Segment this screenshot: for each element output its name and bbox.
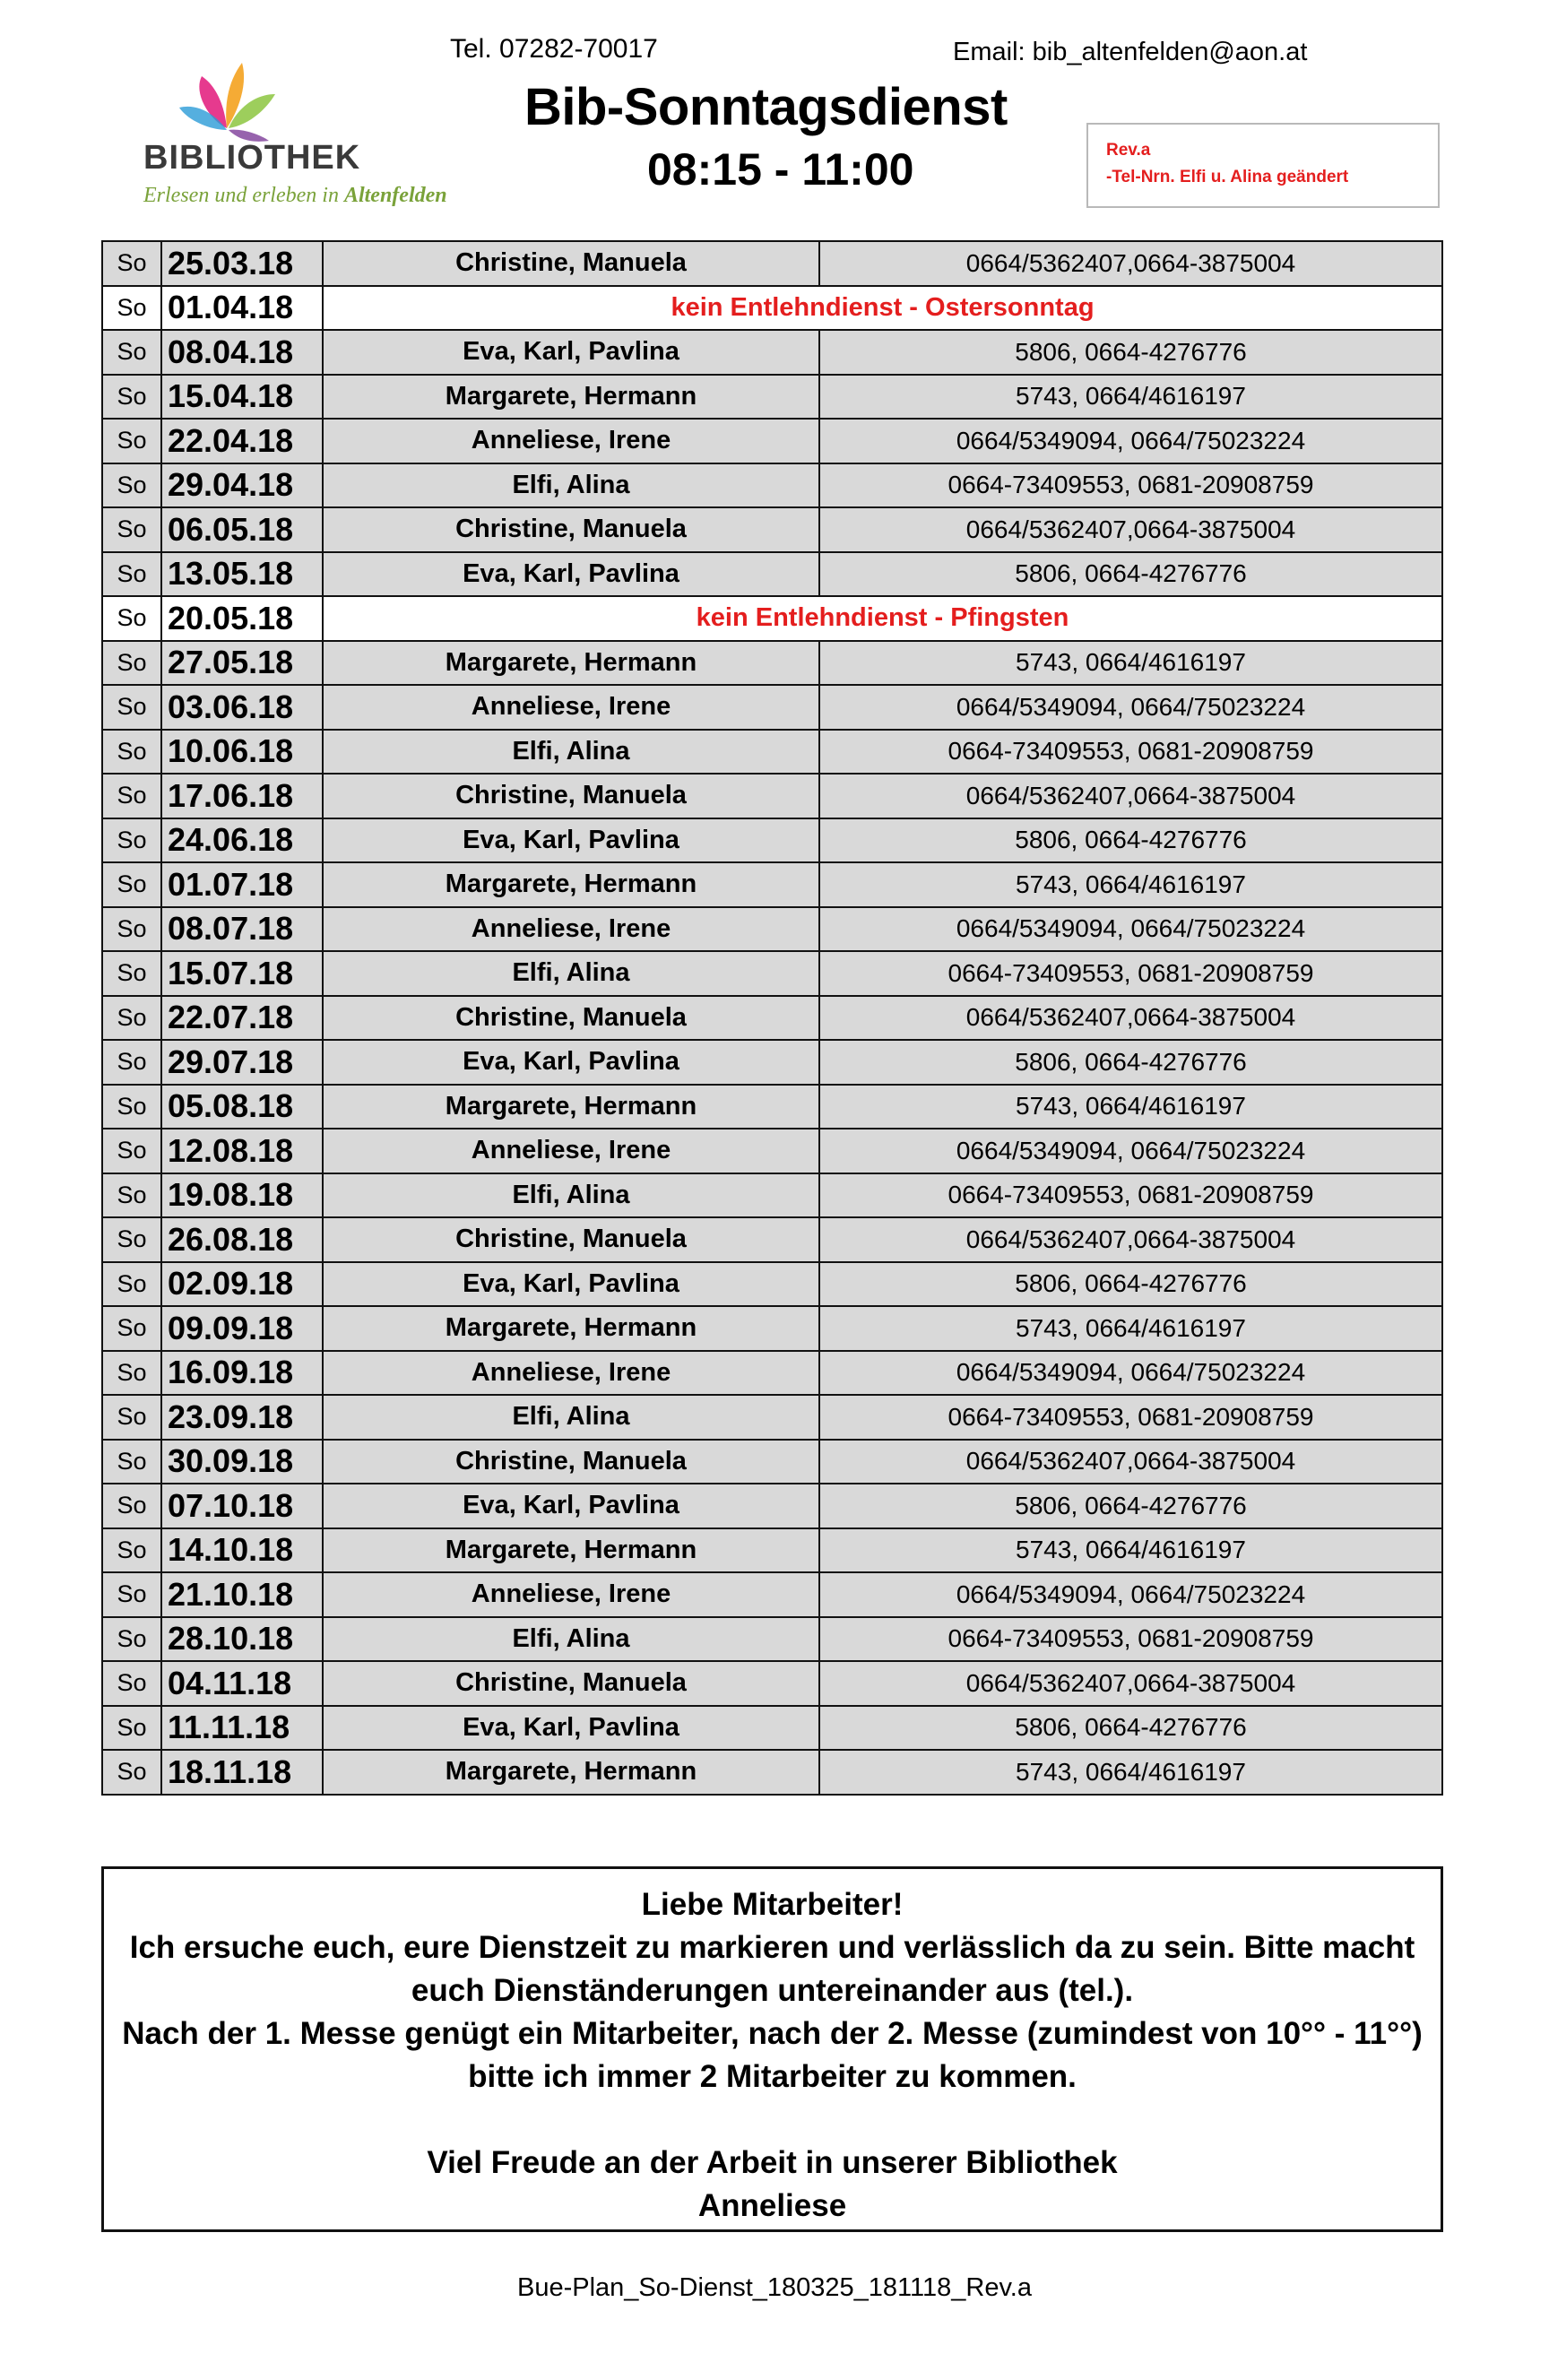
date-cell: 08.07.18 [161,907,323,952]
day-cell: So [102,1617,161,1662]
date-cell: 15.07.18 [161,951,323,996]
message-line: Anneliese [697,2188,847,2223]
staff-names-cell: Anneliese, Irene [323,419,819,463]
staff-names-cell: Anneliese, Irene [323,685,819,730]
day-cell: So [102,818,161,863]
phone-numbers-cell: 0664/5362407,0664-3875004 [819,507,1442,552]
day-cell: So [102,1440,161,1484]
phone-numbers-cell: 0664/5362407,0664-3875004 [819,774,1442,818]
date-cell: 17.06.18 [161,774,323,818]
date-cell: 26.08.18 [161,1217,323,1262]
phone-numbers-cell: 5743, 0664/4616197 [819,1085,1442,1129]
staff-names-cell: Elfi, Alina [323,1173,819,1218]
table-row [102,685,1442,730]
table-row [102,241,1442,286]
table-row [102,507,1442,552]
date-cell: 09.09.18 [161,1306,323,1351]
day-cell: So [102,1306,161,1351]
staff-names-cell: Christine, Manuela [323,241,819,286]
phone-numbers-cell: 0664-73409553, 0681-20908759 [819,463,1442,508]
day-cell: So [102,1661,161,1706]
phone-numbers-cell: 5806, 0664-4276776 [819,552,1442,597]
day-cell: So [102,419,161,463]
staff-names-cell: Eva, Karl, Pavlina [323,1706,819,1751]
staff-names-cell: Margarete, Hermann [323,375,819,420]
date-cell: 03.06.18 [161,685,323,730]
table-row [102,1351,1442,1396]
day-cell: So [102,1085,161,1129]
table-row [102,1750,1442,1795]
date-cell: 04.11.18 [161,1661,323,1706]
date-cell: 18.11.18 [161,1750,323,1795]
phone-numbers-cell: 0664/5362407,0664-3875004 [819,1217,1442,1262]
logo-wordmark: BIBLIOTHEK [143,139,361,177]
date-cell: 19.08.18 [161,1173,323,1218]
table-row [102,862,1442,907]
phone-numbers-cell: 0664/5362407,0664-3875004 [819,996,1442,1041]
staff-names-cell: Eva, Karl, Pavlina [323,1040,819,1085]
message-line: Viel Freude an der Arbeit in unserer Bibliothek [427,2145,1118,2180]
day-cell: So [102,1351,161,1396]
table-row [102,907,1442,952]
message-line: bitte ich immer 2 Mitarbeiter zu kommen. [468,2059,1077,2094]
day-cell: So [102,1173,161,1218]
table-row [102,1217,1442,1262]
date-cell: 10.06.18 [161,730,323,775]
table-row [102,1173,1442,1218]
closure-note-cell: kein Entlehndienst - Pfingsten [323,596,1442,641]
date-cell: 16.09.18 [161,1351,323,1396]
date-cell: 13.05.18 [161,552,323,597]
phone-numbers-cell: 5806, 0664-4276776 [819,1040,1442,1085]
page-title: Bib-Sonntagsdienst [524,78,1008,136]
table-row [102,818,1442,863]
date-cell: 21.10.18 [161,1572,323,1617]
phone-numbers-cell: 0664/5349094, 0664/75023224 [819,1572,1442,1617]
date-cell: 20.05.18 [161,596,323,641]
day-cell: So [102,862,161,907]
table-row [102,375,1442,420]
table-row [102,1306,1442,1351]
phone-numbers-cell: 5806, 0664-4276776 [819,1262,1442,1307]
phone-numbers-cell: 0664-73409553, 0681-20908759 [819,1173,1442,1218]
staff-names-cell: Margarete, Hermann [323,1306,819,1351]
day-cell: So [102,1750,161,1795]
staff-names-cell: Elfi, Alina [323,951,819,996]
date-cell: 29.04.18 [161,463,323,508]
date-cell: 11.11.18 [161,1706,323,1751]
date-cell: 15.04.18 [161,375,323,420]
staff-names-cell: Eva, Karl, Pavlina [323,330,819,375]
day-cell: So [102,1528,161,1573]
staff-names-cell: Eva, Karl, Pavlina [323,1262,819,1307]
phone-numbers-cell: 5743, 0664/4616197 [819,1306,1442,1351]
staff-names-cell: Margarete, Hermann [323,1750,819,1795]
staff-names-cell: Elfi, Alina [323,1617,819,1662]
phone-numbers-cell: 5806, 0664-4276776 [819,330,1442,375]
day-cell: So [102,641,161,686]
staff-names-cell: Christine, Manuela [323,1217,819,1262]
phone-numbers-cell: 0664-73409553, 0681-20908759 [819,1617,1442,1662]
table-row [102,1484,1442,1528]
day-cell: So [102,1262,161,1307]
message-line: euch Dienständerungen untereinander aus (tel.). [411,1973,1134,2008]
phone-numbers-cell: 5743, 0664/4616197 [819,1750,1442,1795]
email-address: Email: bib_altenfelden@aon.at [953,38,1308,66]
table-row [102,419,1442,463]
date-cell: 08.04.18 [161,330,323,375]
table-row [102,996,1442,1041]
phone-numbers-cell: 0664/5349094, 0664/75023224 [819,1351,1442,1396]
message-line: Nach der 1. Messe genügt ein Mitarbeiter, nach der 2. Messe (zumindest von 10°° - 11°°) [122,2016,1423,2051]
table-row [102,463,1442,508]
table-row [102,1617,1442,1662]
date-cell: 01.04.18 [161,286,323,331]
table-row [102,774,1442,818]
phone-numbers-cell: 5743, 0664/4616197 [819,862,1442,907]
day-cell: So [102,685,161,730]
phone-numbers-cell: 0664-73409553, 0681-20908759 [819,730,1442,775]
staff-names-cell: Christine, Manuela [323,774,819,818]
phone-numbers-cell: 0664/5349094, 0664/75023224 [819,419,1442,463]
revision-description: -Tel-Nrn. Elfi u. Alina geändert [1106,168,1349,186]
table-row [102,1129,1442,1173]
table-row [102,1661,1442,1706]
day-cell: So [102,1572,161,1617]
table-row [102,1040,1442,1085]
table-row [102,1085,1442,1129]
table-row [102,286,1442,331]
schedule-table [101,240,1443,1796]
staff-names-cell: Eva, Karl, Pavlina [323,1484,819,1528]
date-cell: 22.07.18 [161,996,323,1041]
library-logo [139,58,447,215]
staff-names-cell: Eva, Karl, Pavlina [323,552,819,597]
date-cell: 28.10.18 [161,1617,323,1662]
day-cell: So [102,552,161,597]
phone-numbers-cell: 0664-73409553, 0681-20908759 [819,1395,1442,1440]
staff-names-cell: Anneliese, Irene [323,1129,819,1173]
day-cell: So [102,951,161,996]
table-row [102,951,1442,996]
message-line [104,2099,1441,2142]
phone-numbers-cell: 5806, 0664-4276776 [819,1706,1442,1751]
staff-names-cell: Margarete, Hermann [323,1085,819,1129]
phone-numbers-cell: 0664/5362407,0664-3875004 [819,1440,1442,1484]
table-row [102,552,1442,597]
tel-number: Tel. 07282-70017 [450,34,658,64]
day-cell: So [102,241,161,286]
date-cell: 01.07.18 [161,862,323,907]
message-line: Liebe Mitarbeiter! [641,1887,904,1922]
staff-names-cell: Anneliese, Irene [323,1572,819,1617]
date-cell: 14.10.18 [161,1528,323,1573]
staff-names-cell: Margarete, Hermann [323,1528,819,1573]
table-row [102,1528,1442,1573]
table-row [102,1395,1442,1440]
date-cell: 22.04.18 [161,419,323,463]
day-cell: So [102,1484,161,1528]
staff-names-cell: Christine, Manuela [323,996,819,1041]
document-footer: Bue-Plan_So-Dienst_180325_181118_Rev.a [517,2273,1032,2302]
staff-names-cell: Margarete, Hermann [323,862,819,907]
staff-names-cell: Elfi, Alina [323,1395,819,1440]
date-cell: 05.08.18 [161,1085,323,1129]
table-row [102,1262,1442,1307]
staff-names-cell: Margarete, Hermann [323,641,819,686]
date-cell: 23.09.18 [161,1395,323,1440]
date-cell: 30.09.18 [161,1440,323,1484]
date-cell: 25.03.18 [161,241,323,286]
phone-numbers-cell: 0664/5349094, 0664/75023224 [819,907,1442,952]
phone-numbers-cell: 0664/5362407,0664-3875004 [819,1661,1442,1706]
closure-note-cell: kein Entlehndienst - Ostersonntag [323,286,1442,331]
staff-names-cell: Elfi, Alina [323,463,819,508]
phone-numbers-cell: 0664-73409553, 0681-20908759 [819,951,1442,996]
phone-numbers-cell: 5743, 0664/4616197 [819,1528,1442,1573]
table-row [102,330,1442,375]
table-row [102,596,1442,641]
table-row [102,1440,1442,1484]
date-cell: 24.06.18 [161,818,323,863]
date-cell: 02.09.18 [161,1262,323,1307]
date-cell: 29.07.18 [161,1040,323,1085]
table-row [102,641,1442,686]
day-cell: So [102,1395,161,1440]
phone-numbers-cell: 5806, 0664-4276776 [819,818,1442,863]
day-cell: So [102,1129,161,1173]
phone-numbers-cell: 5806, 0664-4276776 [819,1484,1442,1528]
day-cell: So [102,375,161,420]
revision-label: Rev.a [1106,141,1151,160]
revision-note [1086,123,1440,208]
phone-numbers-cell: 5743, 0664/4616197 [819,641,1442,686]
day-cell: So [102,907,161,952]
day-cell: So [102,1040,161,1085]
staff-names-cell: Elfi, Alina [323,730,819,775]
day-cell: So [102,330,161,375]
day-cell: So [102,596,161,641]
staff-names-cell: Anneliese, Irene [323,907,819,952]
day-cell: So [102,774,161,818]
phone-numbers-cell: 5743, 0664/4616197 [819,375,1442,420]
day-cell: So [102,730,161,775]
staff-names-cell: Christine, Manuela [323,1661,819,1706]
day-cell: So [102,1217,161,1262]
date-cell: 27.05.18 [161,641,323,686]
staff-names-cell: Christine, Manuela [323,1440,819,1484]
phone-numbers-cell: 0664/5349094, 0664/75023224 [819,685,1442,730]
date-cell: 06.05.18 [161,507,323,552]
staff-names-cell: Christine, Manuela [323,507,819,552]
day-cell: So [102,286,161,331]
date-cell: 12.08.18 [161,1129,323,1173]
message-box [101,1866,1443,2232]
phone-numbers-cell: 0664/5349094, 0664/75023224 [819,1129,1442,1173]
date-cell: 07.10.18 [161,1484,323,1528]
staff-names-cell: Eva, Karl, Pavlina [323,818,819,863]
message-line: Ich ersuche euch, eure Dienstzeit zu markieren und verlässlich da zu sein. Bitte macht [129,1930,1415,1965]
table-row [102,1572,1442,1617]
staff-names-cell: Anneliese, Irene [323,1351,819,1396]
table-row [102,1706,1442,1751]
butterfly-icon [175,58,282,143]
phone-numbers-cell: 0664/5362407,0664-3875004 [819,241,1442,286]
logo-tagline: Erlesen und erleben in Altenfelden [143,184,447,207]
service-hours: 08:15 - 11:00 [647,144,914,195]
day-cell: So [102,507,161,552]
day-cell: So [102,996,161,1041]
day-cell: So [102,463,161,508]
table-row [102,730,1442,775]
day-cell: So [102,1706,161,1751]
